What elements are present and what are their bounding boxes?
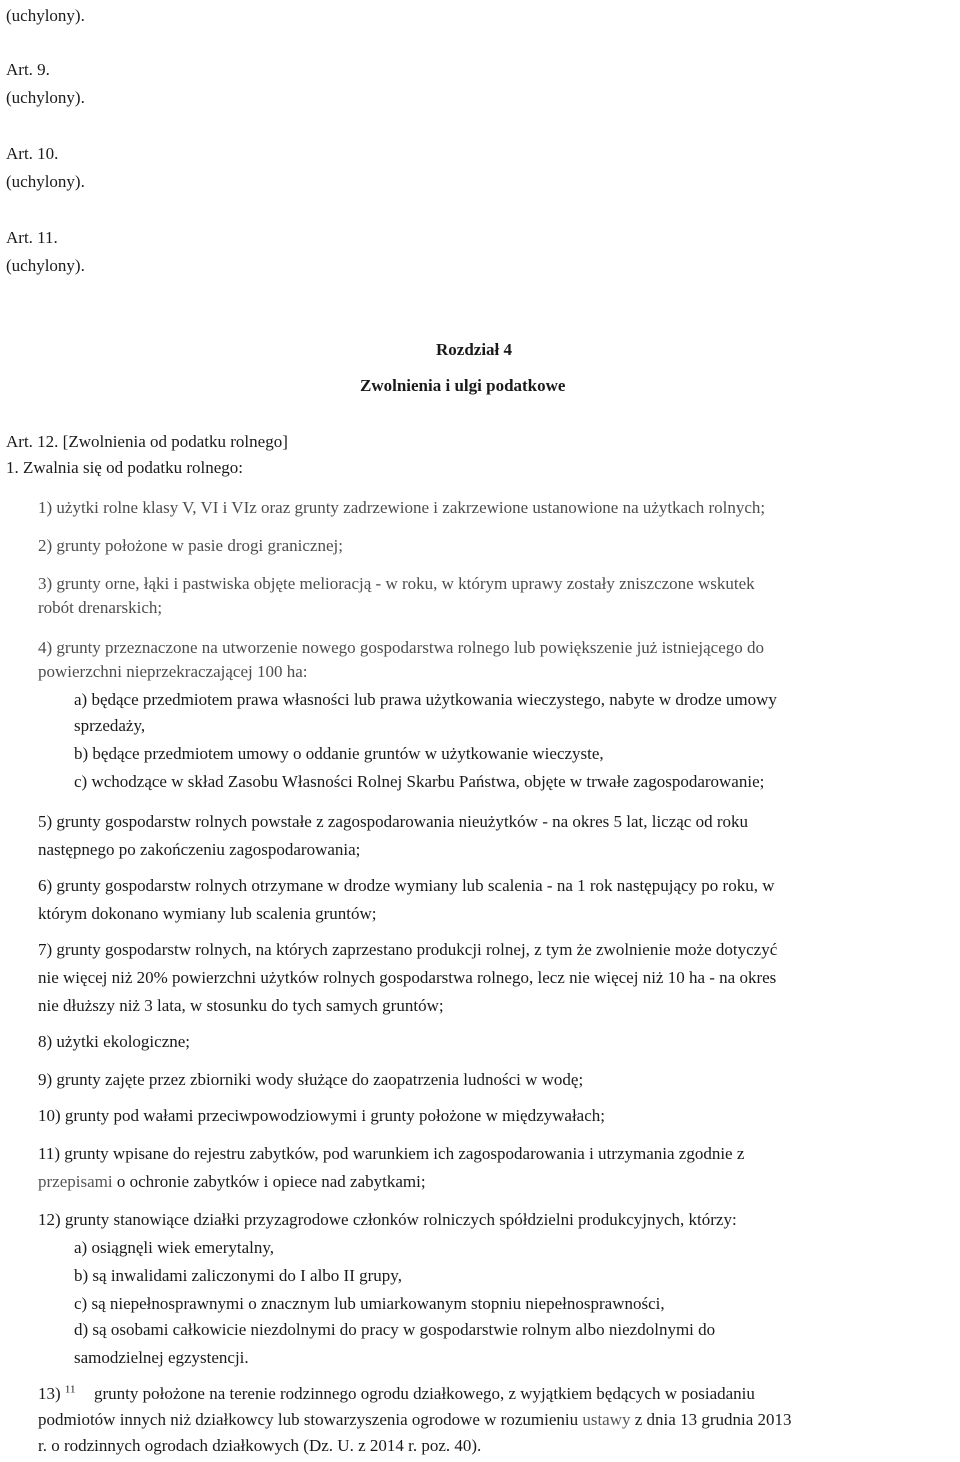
item-4-line-2: powierzchni nieprzekraczającej 100 ha: <box>38 662 308 681</box>
article-10-text: (uchylony). <box>6 172 85 191</box>
item-4-line-1: 4) grunty przeznaczone na utworzenie nowego gospodarstwa rolnego lub powiększenie już istniejącego do <box>38 638 765 657</box>
item-8: 8) użytki ekologiczne; <box>38 1032 191 1051</box>
article-11-heading: Art. 11. <box>6 228 58 247</box>
item-6-line-1: 6) grunty gospodarstw rolnych otrzymane w drodze wymiany lub scalenia - na 1 rok następujący po roku, w <box>38 876 775 895</box>
article-12-intro: 1. Zwalnia się od podatku rolnego: <box>6 458 244 477</box>
item-9: 9) grunty zajęte przez zbiorniki wody służące do zaopatrzenia ludności w wodę; <box>38 1070 584 1089</box>
item-4b: b) będące przedmiotem umowy o oddanie gruntów w użytkowanie wieczyste, <box>74 744 604 763</box>
item-13-line-3: r. o rodzinnych ogrodach działkowych (Dz. U. z 2014 r. poz. 40). <box>38 1436 482 1455</box>
item-12a: a) osiągnęli wiek emerytalny, <box>74 1238 274 1257</box>
item-12b: b) są inwalidami zaliczonymi do I albo II grupy, <box>74 1266 402 1285</box>
item-13-line-2b: z dnia 13 grudnia 2013 <box>630 1410 792 1429</box>
item-10: 10) grunty pod wałami przeciwpowodziowymi i grunty położone w międzywałach; <box>38 1106 605 1125</box>
repealed-note: (uchylony). <box>6 6 85 25</box>
item-7-line-2: nie więcej niż 20% powierzchni użytków rolnych gospodarstwa rolnego, lecz nie więcej niż 10 ha - na okres <box>38 968 777 987</box>
item-5-line-2: następnego po zakończeniu zagospodarowania; <box>38 840 361 859</box>
item-7-line-1: 7) grunty gospodarstw rolnych, na których zaprzestano produkcji rolnej, z tym że zwolnienie może dotyczyć <box>38 940 778 959</box>
article-9-text: (uchylony). <box>6 88 85 107</box>
article-11-text: (uchylony). <box>6 256 85 275</box>
article-10-heading: Art. 10. <box>6 144 59 163</box>
item-12d-line-2: samodzielnej egzystencji. <box>74 1348 249 1367</box>
item-3-line-1: 3) grunty orne, łąki i pastwiska objęte melioracją - w roku, w którym uprawy zostały zniszczone wskutek <box>38 574 755 593</box>
item-4a-line-2: sprzedaży, <box>74 716 146 735</box>
item-13-line-2 <box>38 1410 792 1430</box>
item-4a-line-1: a) będące przedmiotem prawa własności lub prawa użytkowania wieczystego, nabyte w drodze umowy <box>74 690 777 709</box>
item-3-line-2: robót drenarskich; <box>38 598 163 617</box>
przepisami-link[interactable]: przepisami <box>38 1172 113 1191</box>
item-12d-line-1: d) są osobami całkowicie niezdolnymi do pracy w gospodarstwie rolnym albo niezdolnymi do <box>74 1320 716 1339</box>
item-11-line-2 <box>38 1172 426 1192</box>
item-6-line-2: którym dokonano wymiany lub scalenia gruntów; <box>38 904 377 923</box>
item-2: 2) grunty położone w pasie drogi granicznej; <box>38 536 343 555</box>
item-4c: c) wchodzące w skład Zasobu Własności Rolnej Skarbu Państwa, objęte w trwałe zagospodarowanie; <box>74 772 765 791</box>
article-9-heading: Art. 9. <box>6 60 50 79</box>
item-7-line-3: nie dłuższy niż 3 lata, w stosunku do tych samych gruntów; <box>38 996 444 1015</box>
item-12c: c) są niepełnosprawnymi o znacznym lub umiarkowanym stopniu niepełnosprawności, <box>74 1294 665 1313</box>
chapter-title: Zwolnienia i ulgi podatkowe <box>360 376 566 395</box>
item-13-line-2a: podmiotów innych niż działkowcy lub stowarzyszenia ogrodowe w rozumieniu <box>38 1410 583 1429</box>
footnote-ref[interactable]: 11 <box>64 1383 76 1396</box>
item-11-line-2-text: o ochronie zabytków i opiece nad zabytkami; <box>112 1172 426 1191</box>
article-12-heading: Art. 12. [Zwolnienia od podatku rolnego] <box>6 432 288 451</box>
item-11-line-1: 11) grunty wpisane do rejestru zabytków, pod warunkiem ich zagospodarowania i utrzymania zgodnie z <box>38 1144 745 1163</box>
item-13-number <box>38 1384 76 1404</box>
ustawy-link[interactable]: ustawy <box>582 1410 631 1429</box>
item-5-line-1: 5) grunty gospodarstw rolnych powstałe z zagospodarowania nieużytków - na okres 5 lat, licząc od roku <box>38 812 749 831</box>
item-12: 12) grunty stanowiące działki przyzagrodowe członków rolniczych spółdzielni produkcyjnych, którzy: <box>38 1210 737 1229</box>
item-1: 1) użytki rolne klasy V, VI i VIz oraz grunty zadrzewione i zakrzewione ustanowione na użytkach rolnych; <box>38 498 766 517</box>
chapter-number: Rozdział 4 <box>436 340 513 359</box>
item-13-label: 13) <box>38 1384 61 1403</box>
item-13-line-1: grunty położone na terenie rodzinnego ogrodu działkowego, z wyjątkiem będących w posiadaniu <box>94 1384 755 1403</box>
